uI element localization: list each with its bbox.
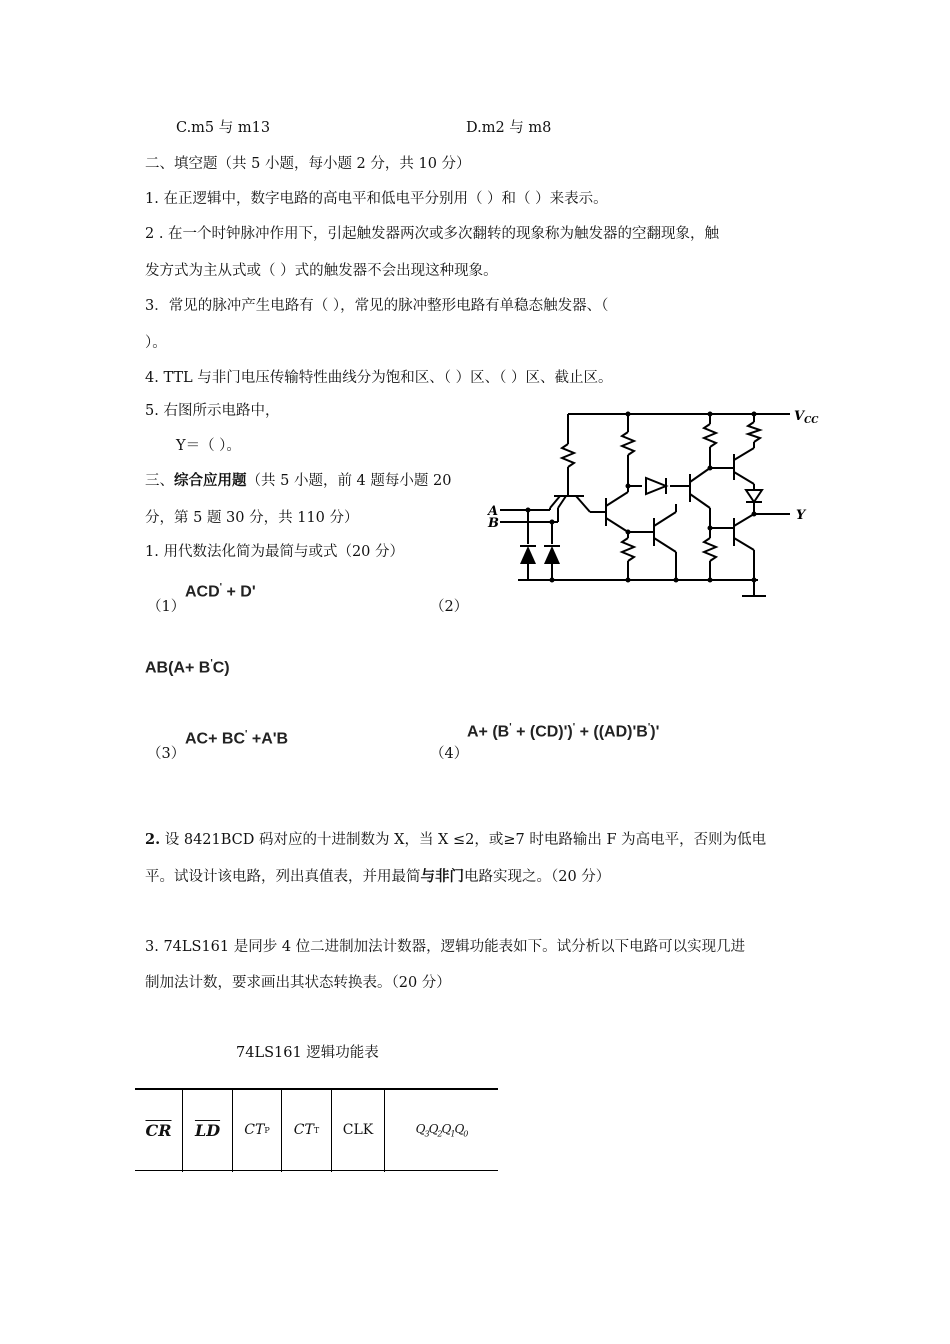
s3-question-2-line1 bbox=[145, 830, 766, 850]
table-title: 74LS161 逻辑功能表 bbox=[236, 1045, 379, 1061]
s2-question-5-line1: 5. 右图所示电路中， bbox=[145, 403, 280, 419]
expr4-c: + ((AD)'B bbox=[575, 723, 648, 741]
section3-heading-prefix: 三、 bbox=[145, 473, 174, 489]
s3-question-2-line2 bbox=[145, 867, 610, 887]
level-shift-diode bbox=[646, 478, 666, 494]
output-diode bbox=[746, 490, 762, 502]
expr-label-2: （2） bbox=[430, 599, 469, 615]
expr2-prime: ' bbox=[210, 658, 213, 669]
header-q-text: $Q_3Q_2Q_1Q_0$ bbox=[415, 1121, 468, 1139]
expression-3 bbox=[185, 729, 288, 748]
header-ctt-text: CT bbox=[293, 1122, 314, 1138]
input-b-label: B bbox=[488, 516, 499, 531]
header-ctt bbox=[282, 1088, 332, 1172]
s3-q2-line2-bold: 与非门 bbox=[420, 868, 464, 885]
expression-1 bbox=[185, 582, 256, 601]
expr4-d: )' bbox=[650, 723, 660, 741]
s2-question-2-line1: 2 . 在一个时钟脉冲作用下，引起触发器两次或多次翻转的现象称为触发器的空翻现象，触 bbox=[145, 226, 720, 242]
resistor-r3 bbox=[622, 538, 634, 561]
expression-2 bbox=[145, 658, 230, 677]
clamp-diode-b bbox=[544, 546, 560, 564]
expr4-prime-2: ' bbox=[572, 722, 576, 733]
s3-question-1-title: 1. 用代数法化简为最简与或式（20 分） bbox=[145, 544, 405, 560]
t1-collector bbox=[576, 496, 590, 512]
section2-heading: 二、填空题（共 5 小题，每小题 2 分，共 10 分） bbox=[145, 156, 471, 172]
header-q bbox=[385, 1088, 498, 1172]
header-clk bbox=[332, 1088, 385, 1172]
expr-label-3: （3） bbox=[147, 746, 186, 762]
resistor-r1 bbox=[562, 444, 574, 467]
section3-heading-bold: 综合应用题 bbox=[174, 472, 247, 489]
resistor-r6 bbox=[748, 422, 760, 442]
expr1-tail: + D' bbox=[222, 583, 256, 601]
s3-question-3-line1: 3. 74LS161 是同步 4 位二进制加法计数器，逻辑功能表如下。试分析以下电路可以实现几进 bbox=[145, 939, 746, 955]
section3-heading bbox=[145, 471, 451, 491]
output-y-label: Y bbox=[796, 508, 806, 523]
header-ctp bbox=[233, 1088, 282, 1172]
resistor-r4 bbox=[704, 424, 716, 447]
expr3-prime: ' bbox=[245, 729, 248, 740]
s2-question-3-line1: 3．常见的脉冲产生电路有（ ），常见的脉冲整形电路有单稳态触发器、（ bbox=[145, 298, 609, 314]
expr4-b: + (CD)') bbox=[511, 723, 573, 741]
expr1-prime: ' bbox=[219, 582, 223, 593]
header-cr-text: $\overline{CR}$ bbox=[145, 1120, 172, 1140]
expr2-b: C) bbox=[212, 659, 230, 677]
s2-question-4: 4. TTL 与非门电压传输特性曲线分为饱和区、（ ）区、（ ）区、截止区。 bbox=[145, 370, 613, 386]
header-ctt-sub: T bbox=[313, 1125, 320, 1135]
expr4-prime-3: ' bbox=[647, 722, 651, 733]
s2-question-3-line2: ）。 bbox=[145, 335, 167, 351]
table-bottom-rule bbox=[135, 1170, 498, 1171]
s3-q2-line2-b: 电路实现之。（20 分） bbox=[464, 869, 611, 885]
s3-q2-text: 设 8421BCD 码对应的十进制数为 X，当 X ≤2，或≥7 时电路输出 F 为高电平，否则为低电 bbox=[160, 832, 767, 848]
expr3-b: +A'B bbox=[247, 730, 289, 748]
header-ld bbox=[183, 1088, 233, 1172]
t2-collector bbox=[606, 492, 628, 506]
expr-label-1: （1） bbox=[147, 599, 186, 615]
s2-question-5-line2: Y＝（ ）。 bbox=[176, 438, 241, 454]
header-clk-text: CLK bbox=[342, 1122, 374, 1138]
header-ctp-sub: P bbox=[264, 1125, 270, 1135]
header-cr bbox=[135, 1088, 183, 1172]
expr-label-4: （4） bbox=[430, 746, 469, 762]
resistor-r5 bbox=[704, 538, 716, 561]
s2-question-1: 1. 在正逻辑中，数字电路的高电平和低电平分别用（ ）和（ ）来表示。 bbox=[145, 191, 608, 207]
expr4-prime-1: ' bbox=[509, 722, 512, 733]
function-table bbox=[135, 1088, 498, 1172]
ttl-circuit-diagram bbox=[490, 398, 830, 608]
s3-question-3-line2: 制加法计数，要求画出其状态转换表。（20 分） bbox=[145, 975, 451, 991]
s3-q2-number: 2. bbox=[145, 831, 161, 848]
expr3-a: AC+ BC bbox=[185, 730, 246, 748]
s3-q2-line2-a: 平。试设计该电路，列出真值表，并用最简 bbox=[145, 869, 421, 885]
resistor-r2 bbox=[622, 432, 634, 455]
option-c: C.m5 与 m13 bbox=[176, 120, 271, 136]
s2-question-2-line2: 发方式为主从式或（ ）式的触发器不会出现这种现象。 bbox=[145, 263, 498, 279]
header-ctp-text: CT bbox=[244, 1122, 265, 1138]
section3-heading-line2: 分，第 5 题 30 分，共 110 分） bbox=[145, 510, 359, 526]
vcc-label: $V_{CC}$ bbox=[794, 409, 819, 426]
expression-4 bbox=[467, 722, 659, 741]
header-ld-text: $\overline{LD}$ bbox=[194, 1120, 221, 1140]
expr1-main: ACD bbox=[185, 583, 220, 601]
clamp-diode-a bbox=[520, 546, 536, 564]
t2-emitter bbox=[606, 518, 628, 532]
expr4-a: A+ (B bbox=[467, 723, 510, 741]
option-d: D.m2 与 m8 bbox=[466, 120, 552, 136]
section3-heading-rest: （共 5 小题，前 4 题每小题 20 bbox=[246, 473, 452, 489]
expr2-a: AB(A+ B bbox=[145, 659, 211, 677]
input-a-label: A bbox=[488, 504, 499, 519]
